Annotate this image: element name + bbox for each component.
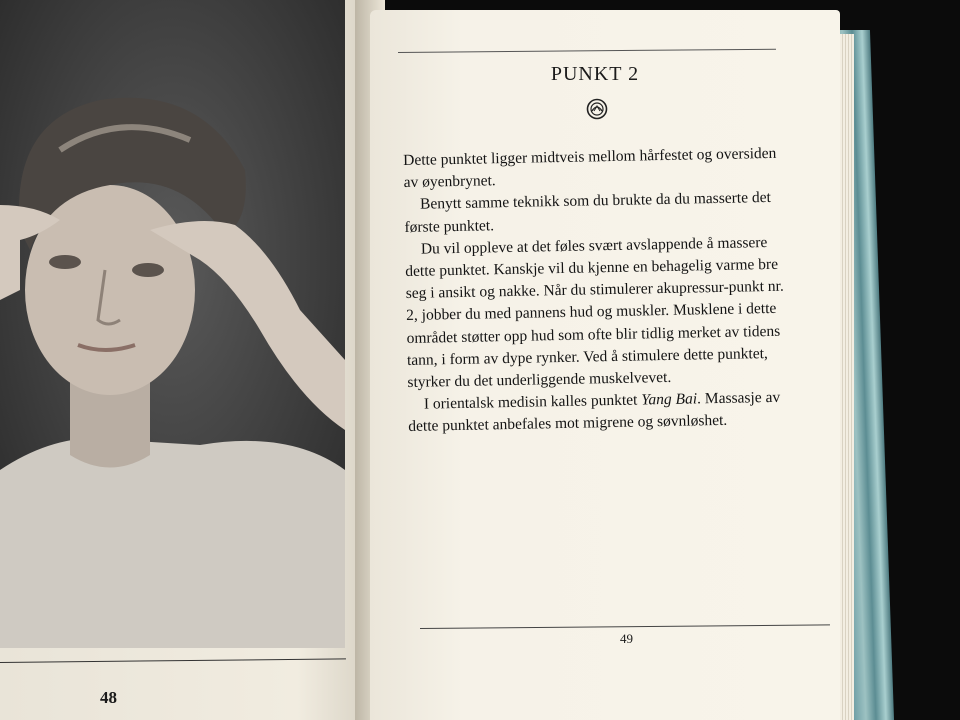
photo-woman-pressing-forehead-points — [0, 0, 345, 648]
page-number-right: 49 — [620, 631, 633, 646]
left-page — [0, 0, 372, 720]
paragraph-4-start: I orientalsk medisin kalles punktet — [423, 391, 642, 413]
page-title: PUNKT 2 — [550, 63, 640, 85]
paragraph-3: Du vil oppleve at det føles svært avslappende å massere dette punktet. Kanskje vil du kjenne en behagelig varme bre seg i ansikt og nakke. Når du stimulerer akupressur-punkt nr. 2, jobber du med pannens hud og muskler. Musklene i dette området støtter opp hud som ofte blir tidlig merket av tidens tann, i form av dype rynker. Ved å stimulere dette punktet, styrker du det underliggende muskelvevet. — [405, 233, 784, 391]
body-text — [403, 143, 798, 439]
left-bottom-rule — [0, 658, 346, 663]
shell-ornament-icon — [586, 98, 608, 120]
term-yang-bai: Yang Bai — [641, 390, 698, 409]
page-number-left: 48 — [100, 688, 117, 707]
paragraph-1: Dette punktet ligger midtveis mellom hårfestet og oversiden av øyenbrynet. — [403, 144, 777, 192]
paragraph-2: Benytt samme teknikk som du brukte da du masserte det første punktet. — [404, 189, 771, 236]
paragraph-4-end: . Massasje av dette punktet anbefales mot migrene og søvnløshet. — [408, 389, 781, 436]
paragraph-4 — [408, 387, 799, 439]
